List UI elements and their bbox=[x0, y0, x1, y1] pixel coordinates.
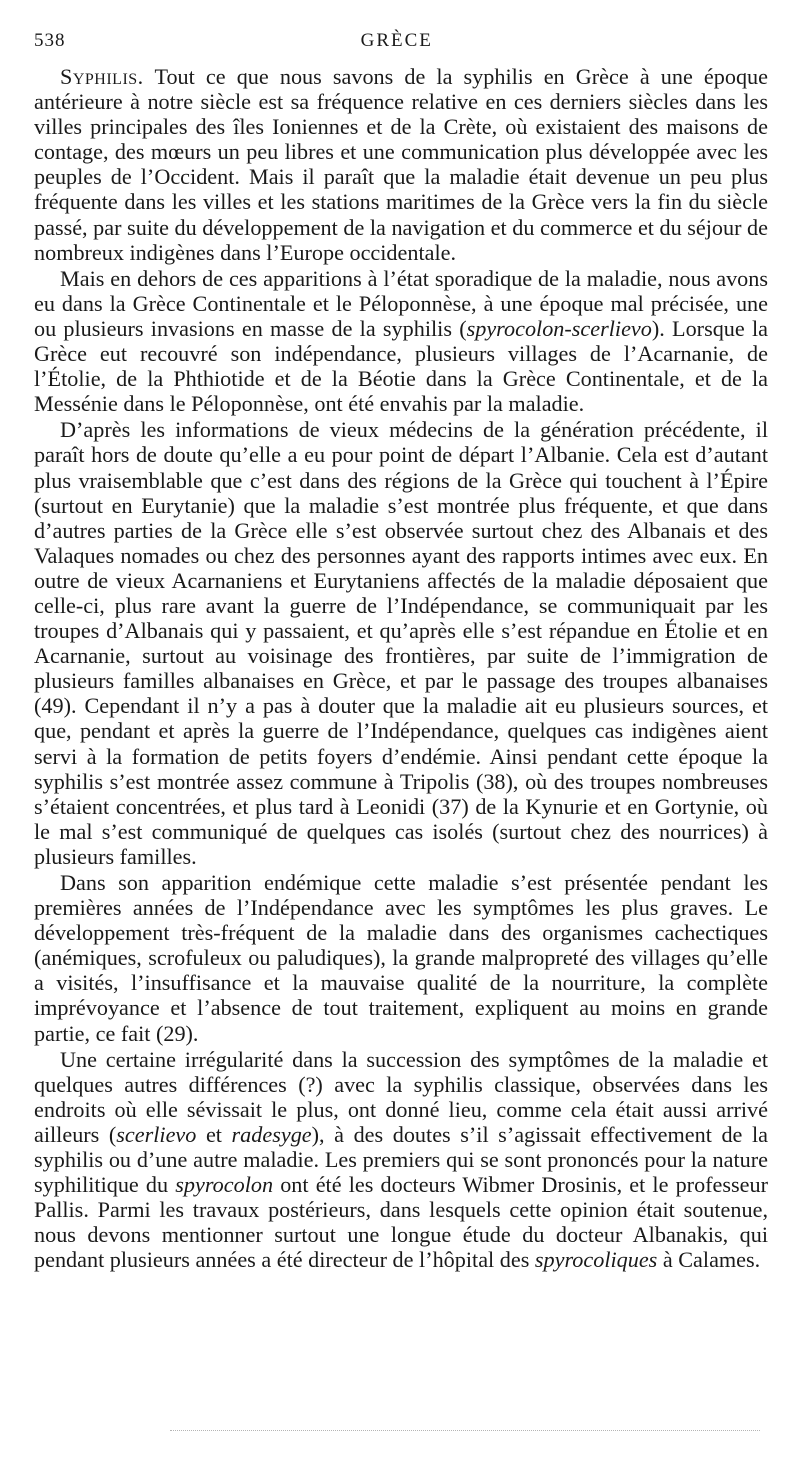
paragraph-invasions bbox=[34, 266, 768, 417]
page-header bbox=[34, 30, 768, 64]
italic-term: spyrocolon-scerlievo bbox=[466, 315, 652, 341]
section-lead: Syphilis. bbox=[60, 64, 144, 89]
paragraph-text: ). Lorsque la Grèce eut recouvré son indépendance, plusieurs villages de l’Acarnanie, de l’Étolie, de la Phthiotide et de la Béotie dans la Grèce Continentale, et de la Messénie dans le Péloponnèse, ont été envahis par la maladie. bbox=[34, 315, 768, 417]
italic-term: radesyge bbox=[231, 1121, 312, 1147]
paragraph-text: Mais en dehors de ces apparitions à l’état sporadique de la maladie, nous avons eu dans la Grèce Continentale et le Péloponnèse, à une époque mal précisée, une ou plusieurs invasions en masse de la syphilis ( bbox=[34, 265, 768, 341]
scan-artifact-line bbox=[170, 1430, 760, 1433]
paragraph-text: et bbox=[196, 1121, 232, 1147]
paragraph-text: ont été les docteurs Wibmer Drosinis, et le professeur Pallis. Parmi les travaux postérieurs, dans lesquels cette opinion était soutenue, nous devons mentionner surtout une longue étude du docteur Albanakis, qui pendant plusieurs années a été directeur de l’hôpital des bbox=[34, 1172, 768, 1273]
page-number: 538 bbox=[34, 30, 66, 51]
paragraph-text: ), à des doutes s’il s’agissait effectivement de la syphilis ou d’une autre maladie. Les premiers qui se sont prononcés pour la nature syphilitique du bbox=[34, 1121, 768, 1198]
paragraph-text: Dans son apparition endémique cette maladie s’est présentée pendant les premières années de l’Indépendance avec les symptômes les plus graves. Le développement très-fréquent de la maladie dans des organismes cachectiques (anémiques, scrofuleux ou paludiques), la grande malpropreté des villages qu’elle a visités, l’insuffisance et la mauvaise qualité de la nourriture, la complète imprévoyance et l’absence de tout traitement, expliquent au moins en grande partie, ce fait (29). bbox=[34, 870, 768, 1046]
italic-term: spyrocolon bbox=[175, 1172, 274, 1198]
paragraph-doubts bbox=[34, 1047, 768, 1273]
running-title: GRÈCE bbox=[360, 30, 433, 51]
paragraph-text: à Calames. bbox=[657, 1247, 761, 1273]
paragraph-text: D’après les informations de vieux médecins de la génération précédente, il paraît hors de doute qu’elle a eu pour point de départ l’Albanie. Cela est d’autant plus vraisemblable que c’est dans des régions de la Grèce qui touchent à l’Épire (surtout en Eurytanie) que la maladie s’est montrée plus fréquente, et que dans d’autres parties de la Grèce elle s’est observée surtout chez des Albanais et des Valaques nomades ou chez des personnes ayant des rapports intimes avec eux. En outre de vieux Acarnaniens et Eurytaniens affectés de la maladie déposaient que celle-ci, plus rare avant la guerre de l’Indépendance, se communiquait par les troupes d’Albanais qui y passaient, et qu’après elle s’est répandue en Étolie et en Acarnanie, surtout au voisinage des frontières, par suite de l’immigration de plusieurs familles albanaises en Grèce, et par le passage des troupes albanaises (49). Cependant il n’y a pas à douter que la maladie ait eu plusieurs sources, et que, pendant et après la guerre de l’Indépendance, quelques cas indigènes aient servi à la formation de petits foyers d’endémie. Ainsi pendant cette époque la syphilis s’est montrée assez commune à Tripolis (38), où des troupes nombreuses s’étaient concentrées, et plus tard à Leonidi (37) de la Kynurie et en Gortynie, où le mal s’est communiqué de quelques cas isolés (surtout chez des nourrices) à plusieurs familles. bbox=[34, 417, 768, 869]
paragraph-text: Une certaine irrégularité dans la succession des symptômes de la maladie et quelques autres différences (?) avec la syphilis classique, observées dans les endroits où elle sévissait le plus, ont donné lieu, comme cela était aussi arrivé ailleurs ( bbox=[34, 1046, 768, 1147]
paragraph-endemic bbox=[34, 870, 768, 1046]
italic-term: spyrocoliques bbox=[534, 1247, 658, 1273]
paragraph-albanian-origin bbox=[34, 417, 768, 869]
paragraph-text: Tout ce que nous savons de la syphilis en Grèce à une époque antérieure à notre siècle est sa fréquence relative en ces derniers siècles dans les villes principales des îles Ioniennes et de la Crète, où existaient des maisons de contage, des mœurs un peu libres et une communication plus développée avec les peuples de l’Occident. Mais il paraît que la maladie était devenue un peu plus fréquente dans les villes et les stations maritimes de la Grèce vers la fin du siècle passé, par suite du développement de la navigation et du commerce et du séjour de nombreux indigènes dans l’Europe occidentale. bbox=[34, 64, 768, 265]
italic-term: scerlievo bbox=[116, 1121, 197, 1147]
paragraph-syphilis-intro bbox=[34, 64, 768, 265]
